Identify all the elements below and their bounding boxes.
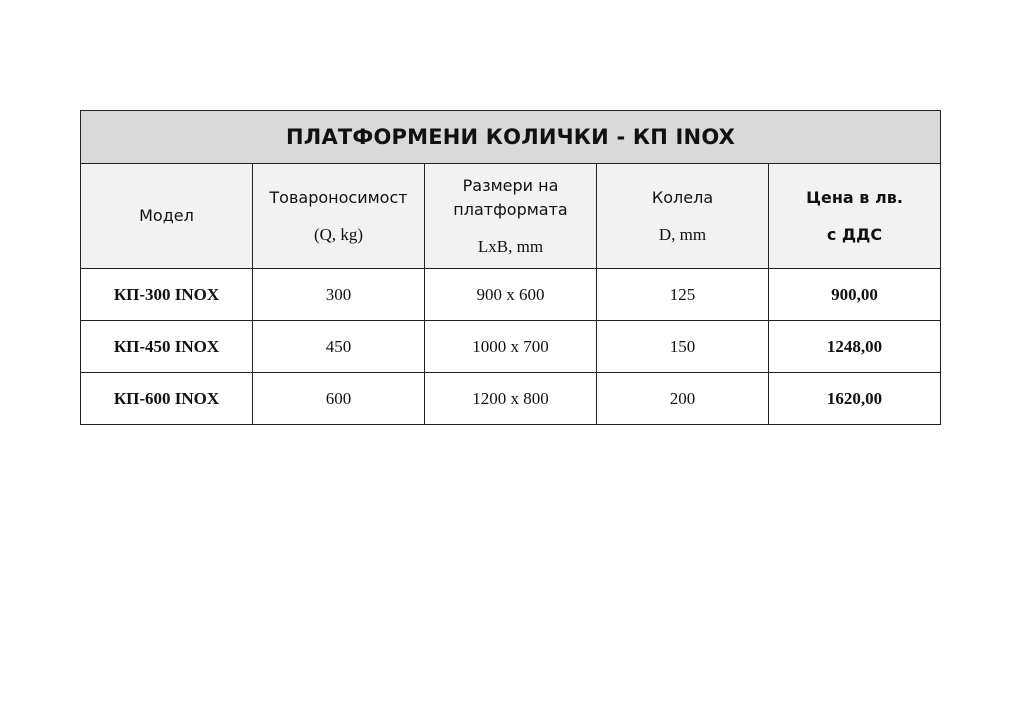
header-dimensions-unit: LxB, mm <box>477 237 544 256</box>
header-wheels-unit: D, mm <box>658 225 707 244</box>
header-capacity <box>253 164 425 269</box>
model-cell: КП-450 INOX <box>81 321 253 373</box>
header-dimensions <box>425 164 597 269</box>
header-price-label: Цена в лв. <box>806 188 903 207</box>
header-price <box>769 164 941 269</box>
table-title-row <box>81 111 941 164</box>
dimensions-cell: 900 x 600 <box>425 269 597 321</box>
header-model-label: Модел <box>139 206 194 225</box>
table-row <box>81 269 941 321</box>
header-capacity-label: Товароносимост <box>269 188 408 207</box>
wheels-cell: 125 <box>597 269 769 321</box>
header-price-unit: с ДДС <box>826 225 883 244</box>
capacity-cell: 600 <box>253 373 425 425</box>
wheels-cell: 150 <box>597 321 769 373</box>
price-cell: 1620,00 <box>769 373 941 425</box>
model-cell: КП-300 INOX <box>81 269 253 321</box>
dimensions-cell: 1000 x 700 <box>425 321 597 373</box>
header-dimensions-label: Размери на платформата <box>453 176 568 219</box>
capacity-cell: 450 <box>253 321 425 373</box>
header-model <box>81 164 253 269</box>
price-cell: 1248,00 <box>769 321 941 373</box>
table-row <box>81 321 941 373</box>
dimensions-cell: 1200 x 800 <box>425 373 597 425</box>
header-capacity-unit: (Q, kg) <box>313 225 364 244</box>
price-table <box>80 110 941 425</box>
price-cell: 900,00 <box>769 269 941 321</box>
table-row <box>81 373 941 425</box>
table-header-row <box>81 164 941 269</box>
table-title: ПЛАТФОРМЕНИ КОЛИЧКИ - КП INOX <box>81 111 941 164</box>
wheels-cell: 200 <box>597 373 769 425</box>
model-cell: КП-600 INOX <box>81 373 253 425</box>
capacity-cell: 300 <box>253 269 425 321</box>
header-wheels-label: Колела <box>651 188 714 207</box>
header-wheels <box>597 164 769 269</box>
